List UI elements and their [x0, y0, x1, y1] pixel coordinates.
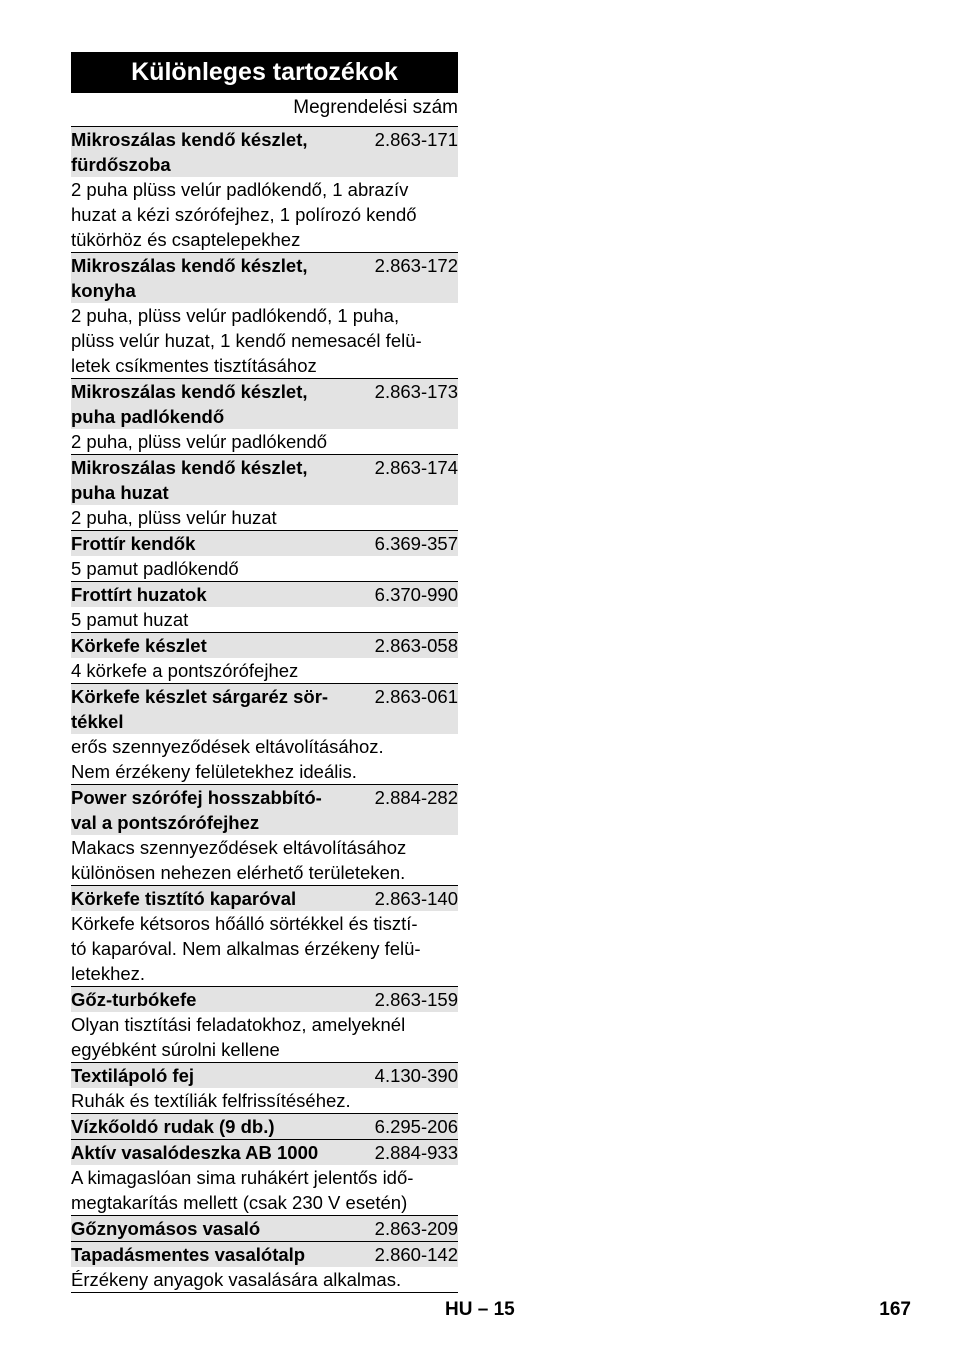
accessory-description: Ruhák és textíliák felfrissítéséhez.: [71, 1090, 351, 1111]
accessory-header: [71, 582, 458, 607]
divider: [71, 1292, 458, 1293]
accessory-description: Érzékeny anyagok vasalására alkalmas.: [71, 1269, 402, 1290]
accessory-item: [71, 454, 458, 530]
accessory-header: [71, 531, 458, 556]
accessory-description: A kimagaslóan sima ruhákért jelentős idő-: [71, 1167, 414, 1188]
accessory-name: fürdőszoba: [71, 154, 171, 175]
order-number: 6.295-206: [374, 1116, 458, 1137]
accessory-item: [71, 1113, 458, 1139]
accessory-item: [71, 1062, 458, 1113]
accessory-description: különösen nehezen elérhető területeken.: [71, 862, 406, 883]
order-number: 2.863-058: [374, 635, 458, 656]
order-number: 6.369-357: [374, 533, 458, 554]
accessory-item: [71, 683, 458, 784]
order-number: 2.863-061: [374, 686, 458, 707]
accessory-name: Gőz-turbókefe: [71, 989, 197, 1010]
accessory-description: Olyan tisztítási feladatokhoz, amelyeknél: [71, 1014, 406, 1035]
page-number: 167: [879, 1299, 911, 1320]
accessory-header: [71, 633, 458, 658]
accessory-item: [71, 986, 458, 1062]
accessory-name: Körkefe készlet: [71, 635, 207, 656]
accessory-name: Körkefe tisztító kaparóval: [71, 888, 297, 909]
order-number: 2.884-933: [374, 1142, 458, 1163]
accessory-header: [71, 455, 458, 505]
accessory-description: 2 puha, plüss velúr huzat: [71, 507, 277, 528]
accessory-header: [71, 1216, 458, 1241]
accessory-description: 4 körkefe a pontszórófejhez: [71, 660, 299, 681]
accessory-item: [71, 1215, 458, 1241]
accessory-header: [71, 785, 458, 835]
order-number-header: Megrendelési szám: [293, 97, 458, 118]
order-number: 2.860-142: [374, 1244, 458, 1265]
accessory-item: [71, 1139, 458, 1215]
accessory-description: 5 pamut padlókendő: [71, 558, 239, 579]
accessory-name: puha huzat: [71, 482, 169, 503]
accessory-name: Gőznyomásos vasaló: [71, 1218, 261, 1239]
accessory-header: [71, 987, 458, 1012]
accessory-description: letekhez.: [71, 963, 146, 984]
accessory-description: Körkefe kétsoros hőálló sörtékkel és tisztí-: [71, 913, 418, 934]
page-title: Különleges tartozékok: [71, 52, 458, 93]
accessory-header: [71, 253, 458, 303]
accessory-description: letek csíkmentes tisztításához: [71, 355, 317, 376]
order-number: 2.863-171: [374, 129, 458, 150]
accessory-item: [71, 252, 458, 378]
accessory-list: [71, 126, 458, 1292]
accessory-name: val a pontszórófejhez: [71, 812, 260, 833]
order-number: 2.884-282: [374, 787, 458, 808]
accessory-header: [71, 379, 458, 429]
order-number: 2.863-172: [374, 255, 458, 276]
accessory-description: 5 pamut huzat: [71, 609, 189, 630]
accessory-description: Nem érzékeny felületekhez ideális.: [71, 761, 357, 782]
accessory-name: Mikroszálas kendő készlet,: [71, 381, 308, 402]
accessory-description: tükörhöz és csaptelepekhez: [71, 229, 301, 250]
order-number: 2.863-209: [374, 1218, 458, 1239]
order-number: 4.130-390: [374, 1065, 458, 1086]
accessory-description: megtakarítás mellett (csak 230 V esetén): [71, 1192, 408, 1213]
accessory-name: tékkel: [71, 711, 124, 732]
accessory-header: [71, 886, 458, 911]
accessory-name: Power szórófej hosszabbító-: [71, 787, 322, 808]
accessory-header: [71, 127, 458, 177]
accessory-item: [71, 581, 458, 632]
accessory-name: Mikroszálas kendő készlet,: [71, 129, 308, 150]
accessory-item: [71, 885, 458, 986]
order-number: 2.863-159: [374, 989, 458, 1010]
accessory-description: plüss velúr huzat, 1 kendő nemesacél felü-: [71, 330, 422, 351]
accessory-description: 2 puha, plüss velúr padlókendő: [71, 431, 328, 452]
accessory-item: [71, 126, 458, 252]
accessory-header: [71, 1242, 458, 1267]
order-number: 2.863-140: [374, 888, 458, 909]
accessory-header: [71, 684, 458, 734]
accessory-name: puha padlókendő: [71, 406, 225, 427]
accessory-item: [71, 1241, 458, 1292]
accessory-name: Aktív vasalódeszka AB 1000: [71, 1142, 319, 1163]
accessory-header: [71, 1140, 458, 1165]
accessory-name: Tapadásmentes vasalótalp: [71, 1244, 306, 1265]
accessory-description: egyébként súrolni kellene: [71, 1039, 280, 1060]
accessories-column: [71, 52, 458, 1293]
accessory-description: tó kaparóval. Nem alkalmas érzékeny felü-: [71, 938, 421, 959]
accessory-name: Frottír kendők: [71, 533, 196, 554]
accessory-description: 2 puha, plüss velúr padlókendő, 1 puha,: [71, 305, 400, 326]
accessory-item: [71, 530, 458, 581]
footer-section-label: HU – 15: [445, 1299, 515, 1320]
accessory-name: Textilápoló fej: [71, 1065, 195, 1086]
accessory-name: Mikroszálas kendő készlet,: [71, 457, 308, 478]
accessory-item: [71, 784, 458, 885]
accessory-item: [71, 378, 458, 454]
order-number: 2.863-173: [374, 381, 458, 402]
accessory-header: [71, 1114, 458, 1139]
accessory-item: [71, 632, 458, 683]
accessory-description: Makacs szennyeződések eltávolításához: [71, 837, 407, 858]
accessory-header: [71, 1063, 458, 1088]
accessory-name: konyha: [71, 280, 136, 301]
accessory-name: Vízkőoldó rudak (9 db.): [71, 1116, 275, 1137]
accessory-name: Körkefe készlet sárgaréz sör-: [71, 686, 329, 707]
accessory-name: Mikroszálas kendő készlet,: [71, 255, 308, 276]
accessory-description: erős szennyeződések eltávolításához.: [71, 736, 384, 757]
order-number: 6.370-990: [374, 584, 458, 605]
order-number: 2.863-174: [374, 457, 458, 478]
accessory-description: huzat a kézi szórófejhez, 1 polírozó kendő: [71, 204, 417, 225]
accessory-description: 2 puha plüss velúr padlókendő, 1 abrazív: [71, 179, 409, 200]
accessory-name: Frottírt huzatok: [71, 584, 207, 605]
